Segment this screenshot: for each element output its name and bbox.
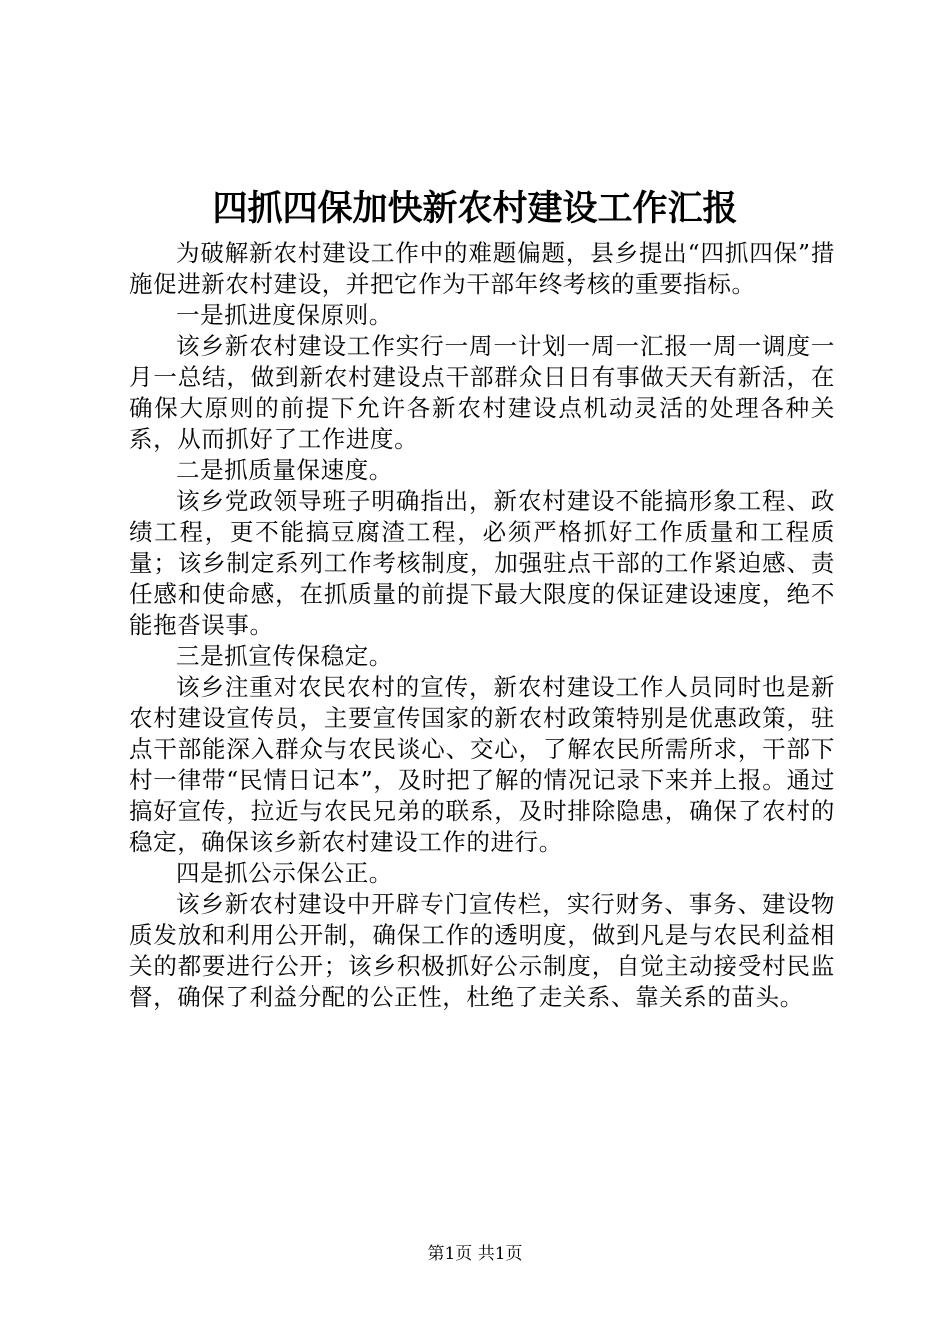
paragraph-4: 该乡新农村建设中开辟专门宣传栏，实行财务、事务、建设物质发放和利用公开制，确保工作的透明度，做到凡是与农民利益相关的都要进行公开；该乡积极抓好公示制度，自觉主动接受村民监督，确保了利益分配的公正性，杜绝了走关系、靠关系的苗头。 [129, 890, 835, 1011]
section-heading-3: 三是抓宣传保稳定。 [176, 642, 393, 670]
paragraph-1: 该乡新农村建设工作实行一周一计划一周一汇报一周一调度一月一总结，做到新农村建设点干部群众日日有事做天天有新活，在确保大原则的前提下允许各新农村建设点机动灵活的处理各种关系，从而抓好了工作进度。 [129, 332, 835, 453]
section-heading-2: 二是抓质量保速度。 [176, 456, 393, 484]
section-heading-4: 四是抓公示保公正。 [176, 859, 393, 887]
document-title: 四抓四保加快新农村建设工作汇报 [212, 188, 738, 229]
section-heading-1: 一是抓进度保原则。 [176, 301, 393, 329]
paragraph-2: 该乡党政领导班子明确指出，新农村建设不能搞形象工程、政绩工程，更不能搞豆腐渣工程，必须严格抓好工作质量和工程质量；该乡制定系列工作考核制度，加强驻点干部的工作紧迫感、责任感和使命感，在抓质量的前提下最大限度的保证建设速度，绝不能拖沓误事。 [129, 487, 835, 639]
document-body [129, 238, 835, 1013]
paragraph-3: 该乡注重对农民农村的宣传，新农村建设工作人员同时也是新农村建设宣传员，主要宣传国家的新农村政策特别是优惠政策，驻点干部能深入群众与农民谈心、交心，了解农民所需所求，干部下村一律带“民情日记本”，及时把了解的情况记录下来并上报。通过搞好宣传，拉近与农民兄弟的联系，及时排除隐患，确保了农村的稳定，确保该乡新农村建设工作的进行。 [129, 673, 835, 856]
page-number-footer: 第1页 共1页 [427, 1244, 523, 1264]
paragraph-intro: 为破解新农村建设工作中的难题偏题，县乡提出“四抓四保”措施促进新农村建设，并把它作为干部年终考核的重要指标。 [129, 239, 835, 298]
